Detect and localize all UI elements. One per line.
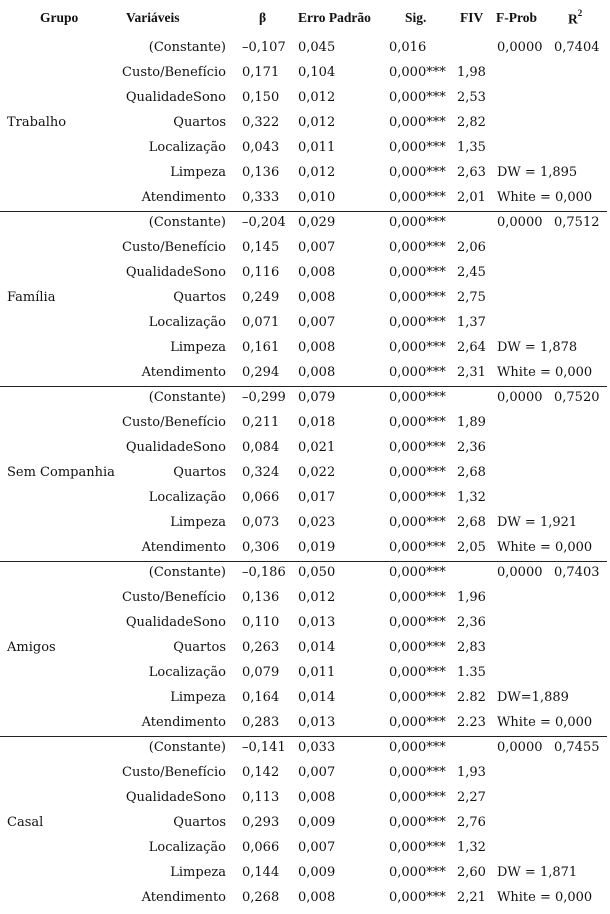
header-r2 [568, 10, 582, 28]
sig-cell: 0,000*** [389, 815, 446, 830]
fiv-cell: 2,31 [457, 365, 486, 380]
variable-cell: (Constante) [148, 40, 226, 55]
r2-cell: 0,7403 [554, 565, 600, 580]
erro-padrao-cell: 0,007 [298, 840, 336, 855]
beta-cell: –0,299 [242, 390, 286, 405]
erro-padrao-cell: 0,012 [298, 90, 336, 105]
fprob-cell: DW = 1,871 [497, 865, 578, 880]
sig-cell: 0,000*** [389, 290, 446, 305]
table-row [0, 335, 610, 360]
beta-cell: 0,150 [242, 90, 280, 105]
sig-cell: 0,000*** [389, 740, 446, 755]
erro-padrao-cell: 0,008 [298, 340, 336, 355]
table-row [0, 460, 610, 485]
sig-cell: 0,000*** [389, 340, 446, 355]
variable-cell: Quartos [173, 290, 226, 305]
table-row [0, 60, 610, 85]
fiv-cell: 2,68 [457, 515, 486, 530]
fprob-cell: 0,0000 [497, 40, 543, 55]
erro-padrao-cell: 0,013 [298, 715, 336, 730]
fiv-cell: 2,21 [457, 890, 486, 905]
sig-cell: 0,000*** [389, 490, 446, 505]
variable-cell: QualidadeSono [125, 90, 226, 105]
erro-padrao-cell: 0,050 [298, 565, 336, 580]
erro-padrao-cell: 0,104 [298, 65, 336, 80]
table-row [0, 210, 610, 235]
sig-cell: 0,000*** [389, 715, 446, 730]
beta-cell: 0,071 [242, 315, 280, 330]
variable-cell: Atendimento [141, 540, 226, 555]
beta-cell: 0,268 [242, 890, 280, 905]
fiv-cell: 2,83 [457, 640, 486, 655]
fiv-cell: 2,75 [457, 290, 486, 305]
beta-cell: 0,211 [242, 415, 280, 430]
beta-cell: 0,066 [242, 490, 280, 505]
variable-cell: Atendimento [141, 190, 226, 205]
fiv-cell: 2,36 [457, 615, 486, 630]
table-row [0, 610, 610, 635]
table-row [0, 810, 610, 835]
table-row [0, 410, 610, 435]
table-row [0, 835, 610, 860]
sig-cell: 0,000*** [389, 140, 446, 155]
erro-padrao-cell: 0,017 [298, 490, 336, 505]
erro-padrao-cell: 0,007 [298, 765, 336, 780]
fprob-cell: White = 0,000 [497, 890, 593, 905]
table-row [0, 360, 610, 385]
fprob-cell: 0,0000 [497, 215, 543, 230]
erro-padrao-cell: 0,008 [298, 365, 336, 380]
beta-cell: 0,322 [242, 115, 280, 130]
group-block [0, 735, 610, 910]
table-row [0, 310, 610, 335]
variable-cell: Custo/Benefício [122, 240, 226, 255]
sig-cell: 0,016 [389, 40, 427, 55]
table-row [0, 785, 610, 810]
erro-padrao-cell: 0,029 [298, 215, 336, 230]
sig-cell: 0,000*** [389, 540, 446, 555]
beta-cell: 0,263 [242, 640, 280, 655]
header-erro-padrao: Erro Padrão [298, 10, 371, 25]
fiv-cell: 1,89 [457, 415, 486, 430]
group-name: Casal [7, 815, 44, 830]
sig-cell: 0,000*** [389, 590, 446, 605]
sig-cell: 0,000*** [389, 690, 446, 705]
header-r2-sup: 2 [577, 8, 583, 18]
variable-cell: (Constante) [148, 215, 226, 230]
fprob-cell: 0,0000 [497, 740, 543, 755]
table-row [0, 585, 610, 610]
variable-cell: Limpeza [170, 865, 226, 880]
erro-padrao-cell: 0,007 [298, 240, 336, 255]
beta-cell: 0,294 [242, 365, 280, 380]
erro-padrao-cell: 0,011 [298, 665, 336, 680]
beta-cell: 0,079 [242, 665, 280, 680]
group-block [0, 35, 610, 210]
sig-cell: 0,000*** [389, 240, 446, 255]
beta-cell: 0,073 [242, 515, 280, 530]
variable-cell: QualidadeSono [125, 265, 226, 280]
table-row [0, 85, 610, 110]
table-row [0, 235, 610, 260]
beta-cell: 0,043 [242, 140, 280, 155]
sig-cell: 0,000*** [389, 765, 446, 780]
fiv-cell: 2,27 [457, 790, 486, 805]
r2-cell: 0,7404 [554, 40, 600, 55]
sig-cell: 0,000*** [389, 265, 446, 280]
sig-cell: 0,000*** [389, 90, 446, 105]
beta-cell: 0,161 [242, 340, 280, 355]
erro-padrao-cell: 0,013 [298, 615, 336, 630]
erro-padrao-cell: 0,021 [298, 440, 336, 455]
erro-padrao-cell: 0,008 [298, 265, 336, 280]
variable-cell: Quartos [173, 465, 226, 480]
table-row [0, 685, 610, 710]
group-name: Família [7, 290, 56, 305]
variable-cell: Atendimento [141, 890, 226, 905]
variable-cell: Localização [148, 315, 226, 330]
fprob-cell: 0,0000 [497, 390, 543, 405]
sig-cell: 0,000*** [389, 515, 446, 530]
beta-cell: 0,116 [242, 265, 280, 280]
table-row [0, 860, 610, 885]
beta-cell: 0,171 [242, 65, 280, 80]
beta-cell: 0,142 [242, 765, 280, 780]
fiv-cell: 2,06 [457, 240, 486, 255]
variable-cell: (Constante) [148, 740, 226, 755]
variable-cell: Quartos [173, 115, 226, 130]
variable-cell: Localização [148, 840, 226, 855]
fiv-cell: 2.23 [457, 715, 486, 730]
beta-cell: 0,306 [242, 540, 280, 555]
erro-padrao-cell: 0,010 [298, 190, 336, 205]
header-fiv: FIV [460, 10, 484, 25]
sig-cell: 0,000*** [389, 315, 446, 330]
r2-cell: 0,7455 [554, 740, 600, 755]
variable-cell: QualidadeSono [125, 440, 226, 455]
sig-cell: 0,000*** [389, 440, 446, 455]
sig-cell: 0,000*** [389, 465, 446, 480]
table-row [0, 385, 610, 410]
erro-padrao-cell: 0,008 [298, 790, 336, 805]
sig-cell: 0,000*** [389, 115, 446, 130]
variable-cell: Atendimento [141, 715, 226, 730]
sig-cell: 0,000*** [389, 415, 446, 430]
fprob-cell: DW = 1,895 [497, 165, 578, 180]
sig-cell: 0,000*** [389, 890, 446, 905]
table-row [0, 35, 610, 60]
variable-cell: Custo/Benefício [122, 765, 226, 780]
beta-cell: 0,066 [242, 840, 280, 855]
variable-cell: (Constante) [148, 565, 226, 580]
fprob-cell: DW = 1,921 [497, 515, 578, 530]
erro-padrao-cell: 0,045 [298, 40, 336, 55]
table-row [0, 535, 610, 560]
sig-cell: 0,000*** [389, 65, 446, 80]
fprob-cell: White = 0,000 [497, 715, 593, 730]
variable-cell: QualidadeSono [125, 615, 226, 630]
sig-cell: 0,000*** [389, 615, 446, 630]
beta-cell: –0,141 [242, 740, 286, 755]
table-row [0, 635, 610, 660]
variable-cell: Custo/Benefício [122, 590, 226, 605]
fiv-cell: 2,05 [457, 540, 486, 555]
variable-cell: Limpeza [170, 340, 226, 355]
fprob-cell: DW=1,889 [497, 690, 569, 705]
erro-padrao-cell: 0,014 [298, 690, 336, 705]
table-row [0, 285, 610, 310]
erro-padrao-cell: 0,008 [298, 290, 336, 305]
erro-padrao-cell: 0,018 [298, 415, 336, 430]
beta-cell: 0,333 [242, 190, 280, 205]
erro-padrao-cell: 0,019 [298, 540, 336, 555]
fiv-cell: 2,45 [457, 265, 486, 280]
variable-cell: Localização [148, 665, 226, 680]
beta-cell: 0,113 [242, 790, 280, 805]
table-row [0, 885, 610, 910]
variable-cell: QualidadeSono [125, 790, 226, 805]
fiv-cell: 1,32 [457, 840, 486, 855]
variable-cell: Quartos [173, 815, 226, 830]
variable-cell: (Constante) [148, 390, 226, 405]
table-row [0, 135, 610, 160]
fiv-cell: 2,82 [457, 115, 486, 130]
beta-cell: 0,324 [242, 465, 280, 480]
fiv-cell: 1,98 [457, 65, 486, 80]
variable-cell: Limpeza [170, 165, 226, 180]
sig-cell: 0,000*** [389, 365, 446, 380]
table-row [0, 110, 610, 135]
erro-padrao-cell: 0,009 [298, 815, 336, 830]
fprob-cell: DW = 1,878 [497, 340, 578, 355]
header-variaveis: Variáveis [126, 10, 180, 25]
sig-cell: 0,000*** [389, 865, 446, 880]
erro-padrao-cell: 0,023 [298, 515, 336, 530]
erro-padrao-cell: 0,011 [298, 140, 336, 155]
fprob-cell: White = 0,000 [497, 190, 593, 205]
beta-cell: 0,164 [242, 690, 280, 705]
fiv-cell: 2,68 [457, 465, 486, 480]
fiv-cell: 1,96 [457, 590, 486, 605]
group-block [0, 385, 610, 560]
erro-padrao-cell: 0,022 [298, 465, 336, 480]
fiv-cell: 1,37 [457, 315, 486, 330]
header-r2-base: R [568, 11, 578, 27]
table-row [0, 510, 610, 535]
table-row [0, 485, 610, 510]
variable-cell: Limpeza [170, 690, 226, 705]
r2-cell: 0,7512 [554, 215, 600, 230]
sig-cell: 0,000*** [389, 840, 446, 855]
beta-cell: 0,249 [242, 290, 280, 305]
beta-cell: 0,084 [242, 440, 280, 455]
group-block [0, 210, 610, 385]
fiv-cell: 2,36 [457, 440, 486, 455]
table-row [0, 735, 610, 760]
beta-cell: –0,204 [242, 215, 286, 230]
erro-padrao-cell: 0,009 [298, 865, 336, 880]
group-block [0, 560, 610, 735]
fiv-cell: 2,64 [457, 340, 486, 355]
beta-cell: 0,145 [242, 240, 280, 255]
erro-padrao-cell: 0,012 [298, 590, 336, 605]
fiv-cell: 2,60 [457, 865, 486, 880]
table-row [0, 435, 610, 460]
fiv-cell: 1,93 [457, 765, 486, 780]
variable-cell: Atendimento [141, 365, 226, 380]
sig-cell: 0,000*** [389, 165, 446, 180]
sig-cell: 0,000*** [389, 665, 446, 680]
r2-cell: 0,7520 [554, 390, 600, 405]
fiv-cell: 1.35 [457, 665, 486, 680]
beta-cell: 0,283 [242, 715, 280, 730]
variable-cell: Custo/Benefício [122, 65, 226, 80]
group-name: Trabalho [7, 115, 67, 130]
erro-padrao-cell: 0,012 [298, 115, 336, 130]
table-row [0, 560, 610, 585]
beta-cell: 0,110 [242, 615, 280, 630]
fiv-cell: 2,53 [457, 90, 486, 105]
fiv-cell: 2.82 [457, 690, 486, 705]
header-fprob: F-Prob [496, 10, 537, 25]
group-name: Sem Companhia [7, 465, 115, 480]
fiv-cell: 2,01 [457, 190, 486, 205]
variable-cell: Localização [148, 140, 226, 155]
erro-padrao-cell: 0,012 [298, 165, 336, 180]
sig-cell: 0,000*** [389, 640, 446, 655]
fiv-cell: 2,76 [457, 815, 486, 830]
variable-cell: Localização [148, 490, 226, 505]
beta-cell: 0,144 [242, 865, 280, 880]
beta-cell: 0,136 [242, 165, 280, 180]
erro-padrao-cell: 0,033 [298, 740, 336, 755]
fiv-cell: 1,32 [457, 490, 486, 505]
beta-cell: –0,107 [242, 40, 286, 55]
fiv-cell: 2,63 [457, 165, 486, 180]
variable-cell: Quartos [173, 640, 226, 655]
group-name: Amigos [7, 640, 56, 655]
sig-cell: 0,000*** [389, 390, 446, 405]
sig-cell: 0,000*** [389, 190, 446, 205]
header-beta: β [259, 10, 267, 25]
beta-cell: 0,136 [242, 590, 280, 605]
erro-padrao-cell: 0,007 [298, 315, 336, 330]
variable-cell: Limpeza [170, 515, 226, 530]
beta-cell: 0,293 [242, 815, 280, 830]
fprob-cell: White = 0,000 [497, 540, 593, 555]
erro-padrao-cell: 0,079 [298, 390, 336, 405]
sig-cell: 0,000*** [389, 215, 446, 230]
table-row [0, 160, 610, 185]
table-row [0, 260, 610, 285]
table-row [0, 185, 610, 210]
variable-cell: Custo/Benefício [122, 415, 226, 430]
table-row [0, 660, 610, 685]
header-sig: Sig. [405, 10, 427, 25]
table-row [0, 760, 610, 785]
erro-padrao-cell: 0,014 [298, 640, 336, 655]
beta-cell: –0,186 [242, 565, 286, 580]
fprob-cell: White = 0,000 [497, 365, 593, 380]
erro-padrao-cell: 0,008 [298, 890, 336, 905]
sig-cell: 0,000*** [389, 790, 446, 805]
sig-cell: 0,000*** [389, 565, 446, 580]
table-row [0, 710, 610, 735]
header-grupo: Grupo [40, 10, 79, 25]
fprob-cell: 0,0000 [497, 565, 543, 580]
fiv-cell: 1,35 [457, 140, 486, 155]
